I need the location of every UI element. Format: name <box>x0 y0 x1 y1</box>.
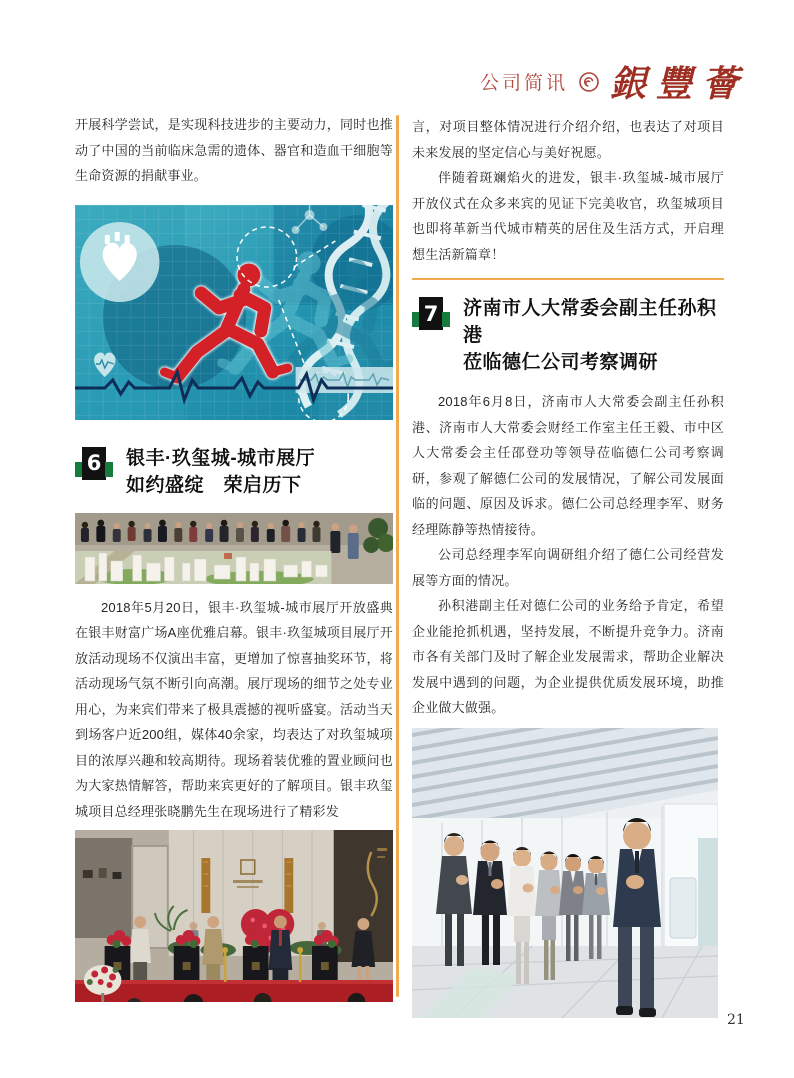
badge-green-block <box>442 312 450 327</box>
section-number: 7 <box>419 297 443 330</box>
right-column <box>412 114 724 1018</box>
section-label: 公司简讯 <box>479 73 568 94</box>
section-7-heading <box>412 295 724 376</box>
left-column <box>75 112 393 1002</box>
brand-logotype: 銀豐薈 <box>609 63 748 105</box>
column-divider-line <box>396 115 399 997</box>
intro-continuation-paragraph: 开展科学尝试，是实现科技进步的主要动力，同时也推动了中国的当前临床急需的遗体、器官和造血干细胞等生命资源的捐献事业。 <box>75 117 393 183</box>
section-7-title-line1: 济南市人大常委会副主任孙积港 <box>463 298 717 346</box>
section-7-title-line2: 莅临德仁公司考察调研 <box>463 352 659 373</box>
section-6-paragraph: 2018年5月20日，银丰·玖玺城-城市展厅开放盛典在银丰财富广场A座优雅启幕。银丰·玖玺城项目展厅开放活动现场不仅演出丰富，更增加了惊喜抽奖环节，将活动现场气氛不断引向高潮。展厅现场的细节之处专业用心，为来宾们带来了极具震撼的视听盛宴。活动当天到场客户近200组，媒体40余家，均表达了对玖玺城项目的浓厚兴趣和较高期待。现场着装优雅的置业顾问也为大家热情解答，帮助来宾更好的了解项目。银丰玖玺城项目总经理张晓鹏先生在现场进行了精彩发 <box>75 599 393 819</box>
section-7-paragraph-3: 孙积港副主任对德仁公司的业务给予肯定，希望企业能抢抓机遇，坚持发展，不断提升竞争力。济南市各有关部门及时了解企业发展需求，帮助企业解决发展中遇到的问题，为企业提供优质发展环境，助推企业做大做强。 <box>412 598 724 715</box>
page-header <box>480 56 748 107</box>
swirl-icon <box>578 71 600 93</box>
section-6-title-line1: 银丰·玖玺城-城市展厅 <box>126 447 316 469</box>
continuation-paragraph: 言，对项目整体情况进行介绍介绍，也表达了对项目未来发展的坚定信心与美好祝愿。 <box>412 119 724 160</box>
sports-medicine-science-illustration <box>75 205 393 420</box>
section-7-title <box>463 295 724 376</box>
opening-ceremony-stage-photo <box>75 830 393 1002</box>
section-7-paragraph-2: 公司总经理李军向调研组介绍了德仁公司经营发展等方面的情况。 <box>412 547 724 588</box>
badge-green-block <box>105 462 113 477</box>
section-divider-line <box>412 278 724 280</box>
business-team-welcome-photo <box>412 728 718 1018</box>
section-6-title <box>126 445 315 499</box>
closing-paragraph: 伴随着斑斓焰火的进发，银丰·玖玺城-城市展厅开放仪式在众多来宾的见证下完美收官，玖玺城项目也即将革新当代城市精英的居住及生活方式，开启理想生活新篇章！ <box>412 170 724 262</box>
section-7-paragraph-1: 2018年6月8日，济南市人大常委会副主任孙积港、济南市人大常委会财经工作室主任王毅、市中区人大常委会主任邵登功等领导莅临德仁公司考察调研，参观了解德仁公司的发展情况，了解公司发展面临的问题、原因及诉求。德仁公司总经理李军、财务经理陈静等热情接待。 <box>412 394 724 537</box>
section-7-number-badge <box>412 297 450 330</box>
showroom-crowd-photo <box>75 513 393 584</box>
section-6-title-line2: 如约盛绽 荣启历下 <box>126 474 302 496</box>
page-number: 21 <box>727 1012 745 1028</box>
section-6-heading <box>75 445 393 499</box>
section-number: 6 <box>82 447 106 480</box>
section-6-number-badge <box>75 447 113 480</box>
